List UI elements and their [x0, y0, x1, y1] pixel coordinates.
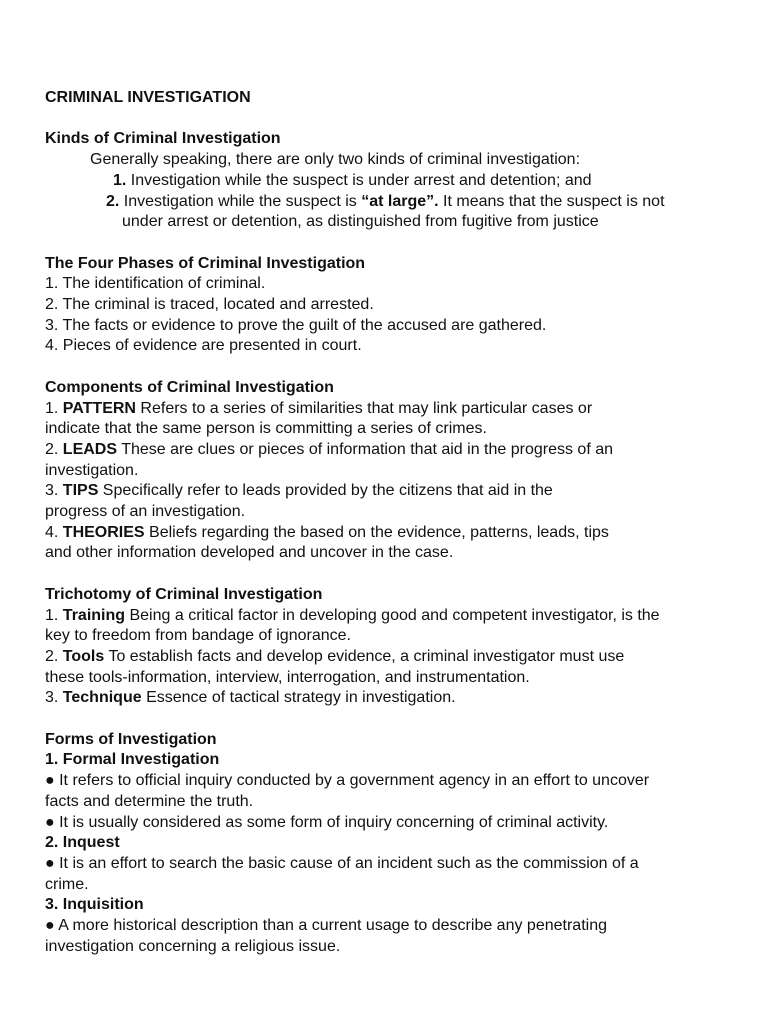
item-text: It means that the suspect is not: [438, 192, 665, 210]
list-item: [45, 647, 735, 668]
section-heading: Components of Criminal Investigation: [45, 378, 334, 396]
bullet-item: ● It refers to official inquiry conducted by a government agency in an effort to uncover: [45, 772, 650, 790]
list-item-continuation: key to freedom from bandage of ignorance.: [45, 627, 351, 645]
spacer: [45, 109, 735, 130]
item-term: Technique: [62, 689, 142, 707]
section-components: [45, 378, 735, 564]
item-term: THEORIES: [62, 523, 145, 541]
item-text: To establish facts and develop evidence, a criminal investigator must use: [104, 647, 625, 665]
list-item-continuation: investigation.: [45, 461, 139, 479]
document-body: [45, 88, 735, 957]
subsection-heading: 3. Inquisition: [45, 896, 144, 914]
section-phases: [45, 254, 735, 358]
item-term: Tools: [62, 647, 105, 665]
list-item: [45, 440, 735, 461]
spacer: [45, 233, 735, 254]
item-number: 2.: [45, 440, 63, 458]
item-number: 1.: [113, 171, 127, 189]
list-item: 3. The facts or evidence to prove the guilt of the accused are gathered.: [45, 316, 547, 334]
item-text: Beliefs regarding the based on the evidence, patterns, leads, tips: [144, 523, 609, 541]
item-term: Training: [62, 606, 126, 624]
list-item-continuation: these tools-information, interview, interrogation, and instrumentation.: [45, 668, 530, 686]
item-term: PATTERN: [62, 399, 136, 417]
kinds-item-1: [45, 171, 735, 192]
item-term: TIPS: [62, 482, 99, 500]
item-number: 4.: [45, 523, 63, 541]
list-item-continuation: indicate that the same person is committing a series of crimes.: [45, 420, 487, 438]
item-text: Investigation while the suspect is under arrest and detention; and: [126, 171, 592, 189]
section-heading: Kinds of Criminal Investigation: [45, 130, 281, 148]
item-number: 2.: [45, 647, 63, 665]
bullet-item-continuation: investigation concerning a religious issue.: [45, 937, 341, 955]
list-item: [45, 606, 735, 627]
bullet-item: ● It is an effort to search the basic cause of an incident such as the commission of a: [45, 854, 639, 872]
item-text: Specifically refer to leads provided by the citizens that aid in the: [98, 482, 553, 500]
bullet-item-continuation: facts and determine the truth.: [45, 792, 254, 810]
item-emphasis: “at large”.: [361, 192, 439, 210]
bullet-item: ● A more historical description than a current usage to describe any penetrating: [45, 917, 607, 935]
list-item: [45, 688, 735, 709]
section-heading: Forms of Investigation: [45, 730, 217, 748]
item-text: Being a critical factor in developing good and competent investigator, is the: [125, 606, 660, 624]
subsection-heading: 1. Formal Investigation: [45, 751, 220, 769]
list-item: 4. Pieces of evidence are presented in court.: [45, 337, 362, 355]
spacer: [45, 709, 735, 730]
bullet-item-continuation: crime.: [45, 875, 89, 893]
spacer: [45, 357, 735, 378]
section-heading: Trichotomy of Criminal Investigation: [45, 585, 323, 603]
item-number: 3.: [45, 689, 63, 707]
document-title: CRIMINAL INVESTIGATION: [45, 89, 251, 106]
list-item: 2. The criminal is traced, located and arrested.: [45, 296, 374, 313]
item-text: Essence of tactical strategy in investigation.: [141, 689, 456, 707]
section-kinds: [45, 129, 735, 233]
item-number: 1.: [45, 606, 63, 624]
list-item-continuation: progress of an investigation.: [45, 503, 246, 521]
item-term: LEADS: [62, 440, 118, 458]
list-item: [45, 523, 735, 544]
kinds-item-2-continuation: under arrest or detention, as distinguished from fugitive from justice: [122, 213, 599, 231]
kinds-item-2: [45, 192, 735, 213]
section-heading: The Four Phases of Criminal Investigation: [45, 254, 366, 272]
section-trichotomy: [45, 585, 735, 709]
section-forms: [45, 730, 735, 958]
spacer: [45, 564, 735, 585]
item-text: Investigation while the suspect is: [119, 192, 362, 210]
item-number: 2.: [106, 192, 120, 210]
list-item: [45, 481, 735, 502]
bullet-item: ● It is usually considered as some form of inquiry concerning of criminal activity.: [45, 813, 609, 831]
item-text: Refers to a series of similarities that may link particular cases or: [135, 399, 593, 417]
subsection-heading: 2. Inquest: [45, 834, 120, 852]
list-item: [45, 399, 735, 420]
item-number: 3.: [45, 482, 63, 500]
item-number: 1.: [45, 399, 63, 417]
list-item-continuation: and other information developed and uncover in the case.: [45, 544, 454, 562]
kinds-intro: Generally speaking, there are only two kinds of criminal investigation:: [90, 151, 581, 169]
list-item: 1. The identification of criminal.: [45, 275, 266, 293]
item-text: These are clues or pieces of information that aid in the progress of an: [117, 440, 614, 458]
